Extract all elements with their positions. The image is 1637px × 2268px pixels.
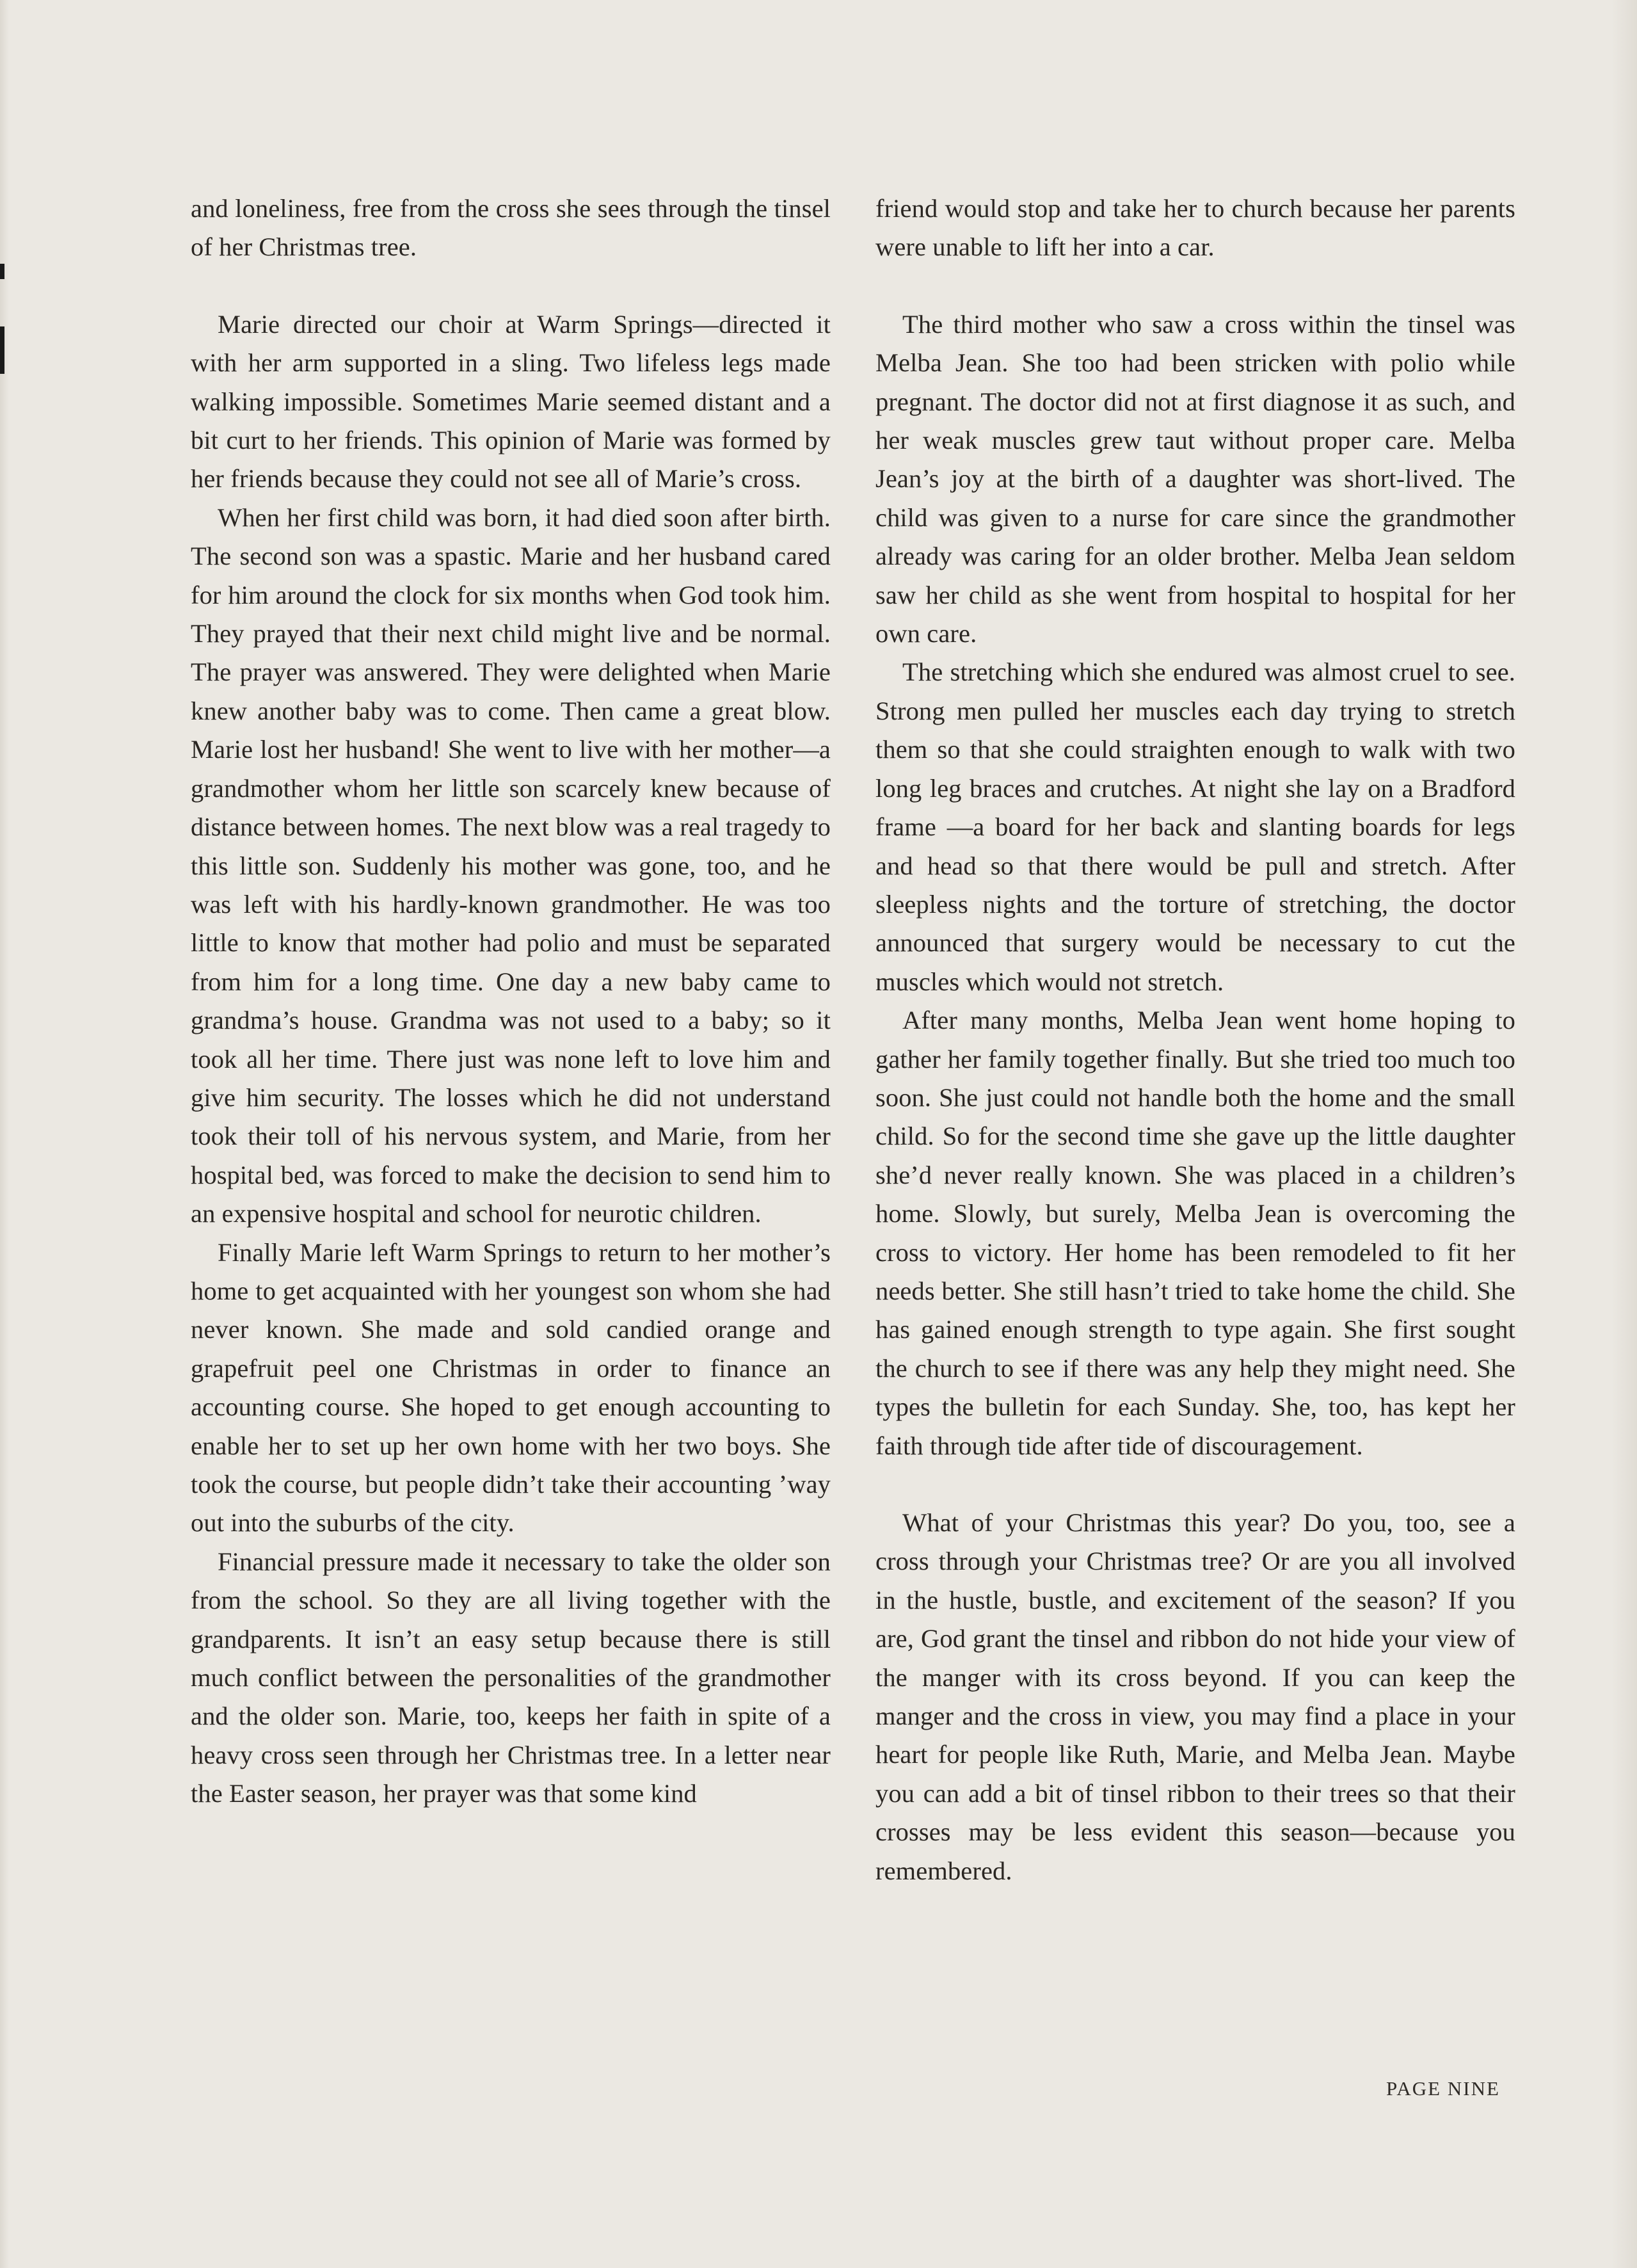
paragraph: After many months, Melba Jean went home hoping to gather her family together finally. But she tried too much too soon. She just could not handle both the home and the small child. So for the second time she gave up the little daughter she’d never really known. She was placed in a children’s home. Slowly, but surely, Melba Jean is overcoming the cross to victory. Her home has been remodeled to fit her needs better. She still hasn’t tried to take home the child. She has gained enough strength to type again. She first sought the church to see if there was any help they might need. She types the bulletin for each Sunday. She, too, has kept her faith through tide after tide of discouragement. xyxy=(875,1006,1515,1460)
paragraph: Finally Marie left Warm Springs to return to her mother’s home to get acquainted with her youngest son whom she had never known. She made and sold candied orange and grapefruit peel one Christmas in order to finance an accounting course. She hoped to get enough accounting to enable her to set up her own home with her two boys. She took the course, but people didn’t take their accounting ’way out into the suburbs of the city. xyxy=(191,1237,831,1538)
binding-mark xyxy=(0,326,4,374)
page-number: PAGE NINE xyxy=(1386,2077,1500,2100)
left-column xyxy=(191,189,831,1814)
paragraph: When her first child was born, it had died soon after birth. The second son was a spastic. Marie and her husband cared for him around the clock for six months when God took him. They prayed that their next child might live and be normal. The prayer was answered. They were delighted when Marie knew another baby was to come. Then came a great blow. Marie lost her husband! She went to live with her mother—a grandmother whom her little son scarcely knew because of distance between homes. The next blow was a real tragedy to this little son. Suddenly his mother was gone, too, and he was left with his hardly-known grandmother. He was too little to know that mother had polio and must be separated from him for a long time. One day a new baby came to grandma’s house. Grandma was not used to a baby; so it took all her time. There just was none left to love him and give him security. The losses which he did not understand took their toll of his nervous system, and Marie, from her hospital bed, was forced to make the decision to send him to an expensive hospital and school for neurotic children. xyxy=(191,503,831,1228)
paragraph: The third mother who saw a cross within the tinsel was Melba Jean. She too had been stricken with polio while pregnant. The doctor did not at first diagnose it as such, and her weak muscles grew taut without proper care. Melba Jean’s joy at the birth of a daughter was short-lived. The child was given to a nurse for care since the grandmother already was caring for an older brother. Melba Jean seldom saw her child as she went from hospital to hospital for her own care. xyxy=(875,309,1515,648)
right-column xyxy=(875,189,1515,1890)
page-edge-right xyxy=(1611,0,1637,2268)
paragraph: Marie directed our choir at Warm Springs—directed it with her arm supported in a sling. Two lifeless legs made walking impossible. Sometimes Marie seemed distant and a bit curt to her friends. This opinion of Marie was formed by her friends because they could not see all of Marie’s cross. xyxy=(191,309,831,494)
binding-mark xyxy=(0,264,4,279)
paragraph: The stretching which she endured was almost cruel to see. Strong men pulled her muscles each day trying to stretch them so that she could straighten enough to walk with two long leg braces and crutches. At night she lay on a Bradford frame —a board for her back and slanting boards for legs and head so that there would be pull and stretch. After sleepless nights and the torture of stretching, the doctor announced that surgery would be necessary to cut the muscles which would not stretch. xyxy=(875,657,1515,996)
paragraph: Financial pressure made it necessary to take the older son from the school. So they are all living together with the grandparents. It isn’t an easy setup because there is still much conflict between the personalities of the grandmother and the older son. Marie, too, keeps her faith in spite of a heavy cross seen through her Christmas tree. In a letter near the Easter season, her prayer was that some kind xyxy=(191,1547,831,1808)
paragraph: friend would stop and take her to church because her parents were unable to lift her into a car. xyxy=(875,194,1515,262)
paragraph: and loneliness, free from the cross she sees through the tinsel of her Christmas tree. xyxy=(191,194,831,262)
paragraph: What of your Christmas this year? Do you, too, see a cross through your Christmas tree? Or are you all involved in the hustle, bustle, and excitement of the season? If you are, God grant the tinsel and ribbon do not hide your view of the manger with its cross beyond. If you can keep the manger and the cross in view, you may find a place in your heart for people like Ruth, Marie, and Melba Jean. Maybe you can add a bit of tinsel ribbon to their trees so that their crosses may be less evident this season—because you remembered. xyxy=(875,1508,1515,1885)
